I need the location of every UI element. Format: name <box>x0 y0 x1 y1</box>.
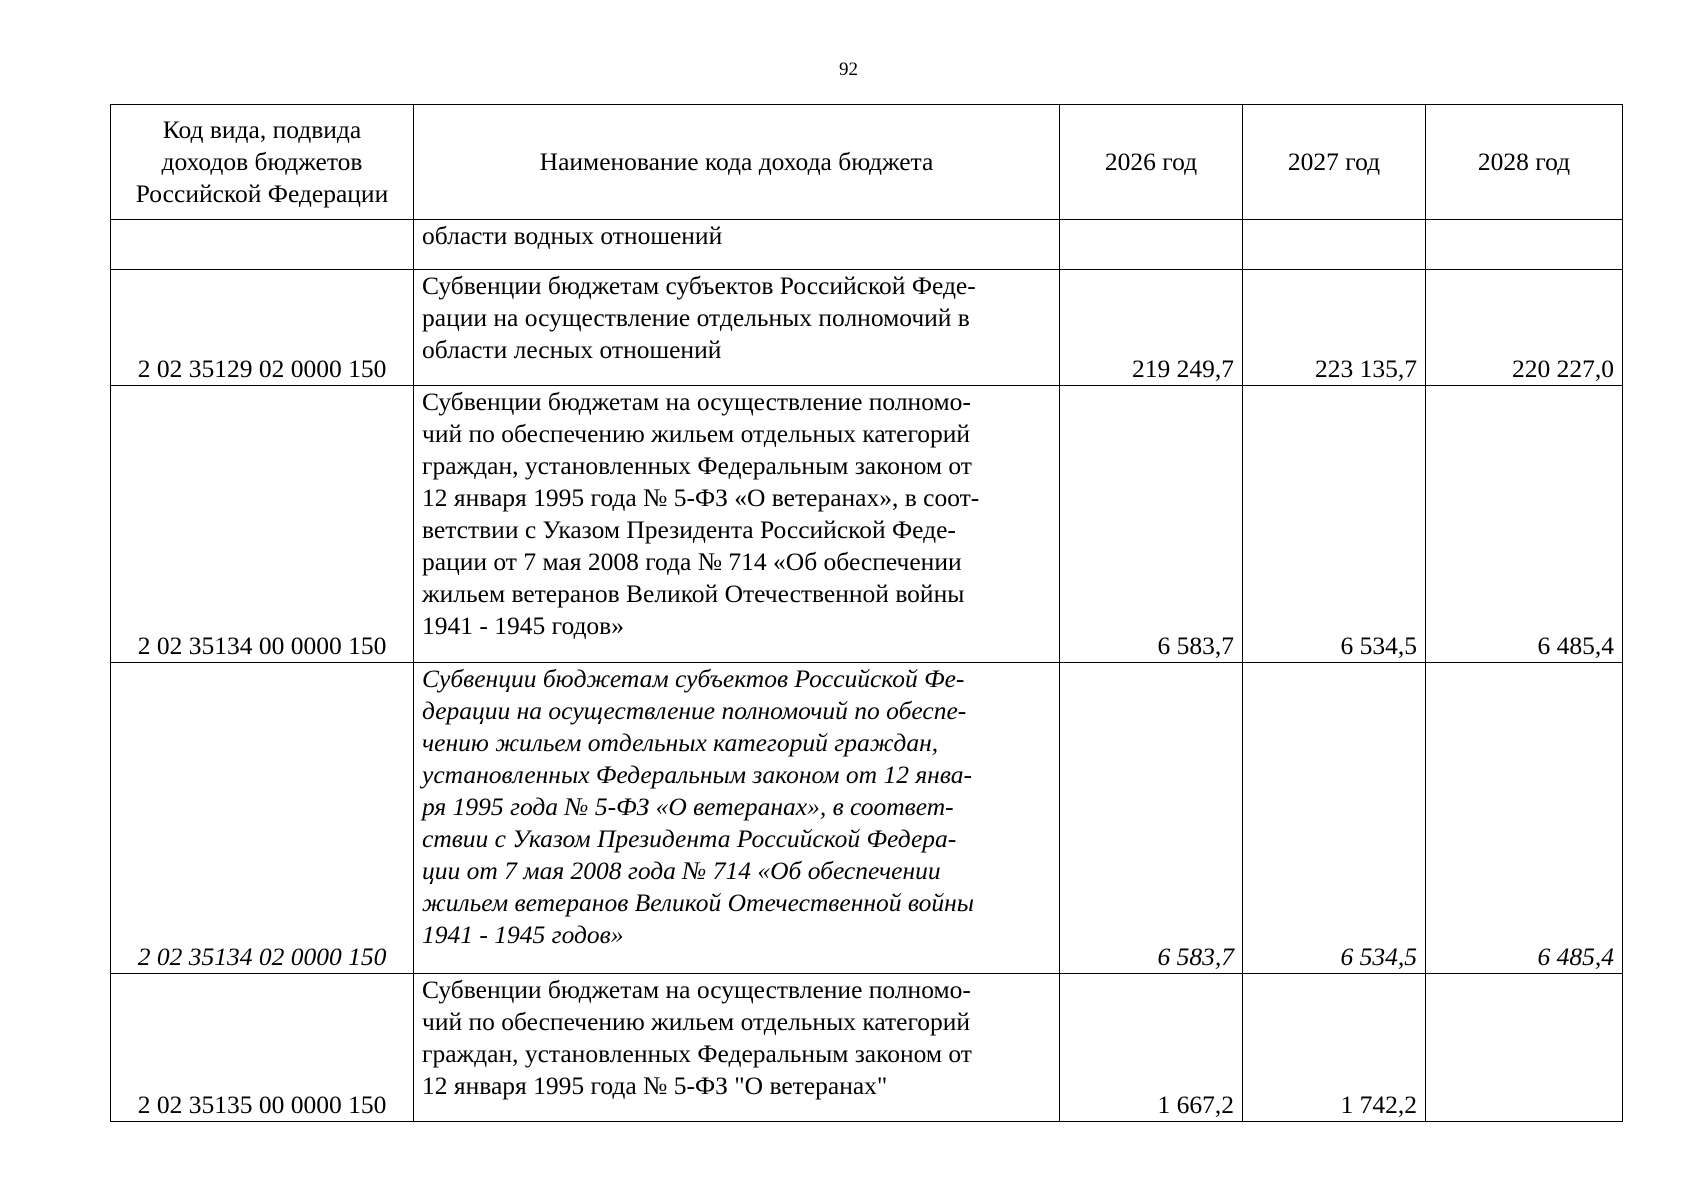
budget-revenue-table <box>110 104 1623 1122</box>
row-name-line: Субвенции бюджетам на осуществление полномо- <box>422 387 971 416</box>
row-name <box>414 663 1060 974</box>
header-2028: 2028 год <box>1426 105 1623 220</box>
row-code: 2 02 35129 02 0000 150 <box>111 270 414 386</box>
table-row <box>111 220 1623 270</box>
row-name-line: чению жильем отдельных категорий граждан, <box>422 728 939 757</box>
table-row <box>111 386 1623 663</box>
table-row <box>111 663 1623 974</box>
row-code <box>111 220 414 270</box>
row-name-line: Субвенции бюджетам субъектов Российской Феде- <box>422 271 976 300</box>
row-name-line: 12 января 1995 года № 5-ФЗ «О ветеранах», в соот- <box>422 483 980 512</box>
row-value-2026 <box>1060 220 1243 270</box>
row-value-2027: 223 135,7 <box>1243 270 1426 386</box>
row-name <box>414 220 1060 270</box>
row-name-line: 1941 - 1945 годов» <box>422 611 624 640</box>
row-name-line: ветствии с Указом Президента Российской Феде- <box>422 515 956 544</box>
row-value-2027: 1 742,2 <box>1243 974 1426 1122</box>
row-value-2026: 6 583,7 <box>1060 386 1243 663</box>
row-value-2028: 6 485,4 <box>1426 663 1623 974</box>
row-name-line: рации от 7 мая 2008 года № 714 «Об обеспечении <box>422 547 962 576</box>
header-code-line: доходов бюджетов <box>161 147 363 176</box>
row-name-line: Субвенции бюджетам на осуществление полномо- <box>422 975 971 1004</box>
row-name-line: ствии с Указом Президента Российской Федера- <box>422 824 957 853</box>
row-name-line: установленных Федеральным законом от 12 янва- <box>422 760 972 789</box>
row-name-line: 1941 - 1945 годов» <box>422 920 624 949</box>
row-value-2027: 6 534,5 <box>1243 386 1426 663</box>
row-name <box>414 270 1060 386</box>
row-code: 2 02 35135 00 0000 150 <box>111 974 414 1122</box>
row-name-line: 12 января 1995 года № 5-ФЗ "О ветеранах" <box>422 1071 888 1100</box>
row-value-2028 <box>1426 974 1623 1122</box>
header-2026: 2026 год <box>1060 105 1243 220</box>
row-name-line: ря 1995 года № 5-ФЗ «О ветеранах», в соответ- <box>422 792 954 821</box>
row-name-line: Субвенции бюджетам субъектов Российской Фе- <box>422 664 965 693</box>
row-value-2028: 220 227,0 <box>1426 270 1623 386</box>
row-name-line: чий по обеспечению жильем отдельных категорий <box>422 1007 971 1036</box>
row-name-line: ции от 7 мая 2008 года № 714 «Об обеспечении <box>422 856 941 885</box>
row-name-line: дерации на осуществление полномочий по обеспе- <box>422 696 967 725</box>
row-value-2027 <box>1243 220 1426 270</box>
row-name-line: жильем ветеранов Великой Отечественной войны <box>422 888 975 917</box>
row-name-line: жильем ветеранов Великой Отечественной войны <box>422 579 965 608</box>
row-name-line: граждан, установленных Федеральным законом от <box>422 1039 972 1068</box>
row-name-line: области лесных отношений <box>422 335 722 364</box>
row-name-line: граждан, установленных Федеральным законом от <box>422 451 972 480</box>
header-code-line: Код вида, подвида <box>162 115 362 144</box>
row-value-2026: 219 249,7 <box>1060 270 1243 386</box>
row-value-2027: 6 534,5 <box>1243 663 1426 974</box>
row-code: 2 02 35134 02 0000 150 <box>111 663 414 974</box>
page-number: 92 <box>839 59 858 80</box>
row-code: 2 02 35134 00 0000 150 <box>111 386 414 663</box>
table-row <box>111 974 1623 1122</box>
row-value-2026: 6 583,7 <box>1060 663 1243 974</box>
header-code-line: Российской Федерации <box>135 179 389 208</box>
table-row <box>111 270 1623 386</box>
row-name-line: рации на осуществление отдельных полномочий в <box>422 303 970 332</box>
row-value-2028 <box>1426 220 1623 270</box>
header-2027: 2027 год <box>1243 105 1426 220</box>
row-name-line: области водных отношений <box>422 221 723 250</box>
row-value-2026: 1 667,2 <box>1060 974 1243 1122</box>
row-name <box>414 974 1060 1122</box>
row-name-line: чий по обеспечению жильем отдельных категорий <box>422 419 971 448</box>
header-code <box>111 105 414 220</box>
table-header-row <box>111 105 1623 220</box>
row-name <box>414 386 1060 663</box>
header-name: Наименование кода дохода бюджета <box>414 105 1060 220</box>
row-value-2028: 6 485,4 <box>1426 386 1623 663</box>
